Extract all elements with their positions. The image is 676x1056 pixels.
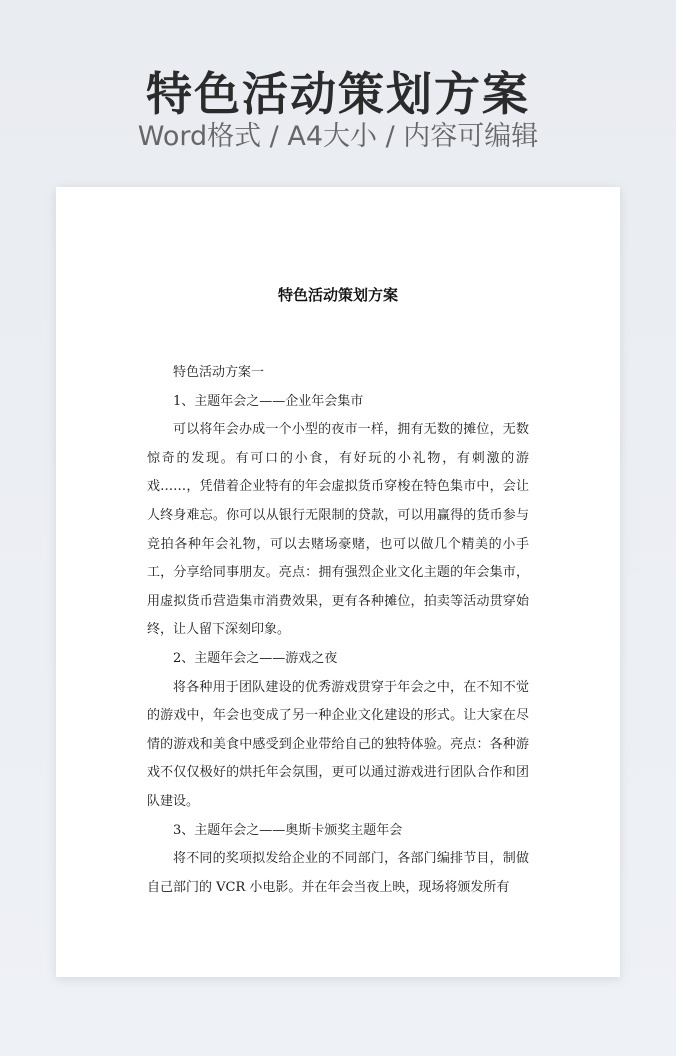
paragraph-section-3-body: 将不同的奖项拟发给企业的不同部门，各部门编排节目，制做自己部门的 VCR 小电影。并在年会当夜上映，现场将颁发所有	[147, 851, 529, 895]
banner-title: 特色活动策划方案	[146, 67, 530, 121]
paragraph-section-1-body: 可以将年会办成一个小型的夜市一样，拥有无数的摊位，无数惊奇的发现。有可口的小食，有好玩的小礼物，有刺激的游戏……，凭借着企业特有的年会虚拟货币穿梭在特色集市中，会让人终身难忘。你可以从银行无限制的贷款，可以用赢得的货币参与竞拍各种年会礼物，可以去赌场豪赌，也可以做几个精美的小手工，分享给同事朋友。亮点：拥有强烈企业文化主题的年会集市，用虚拟货币营造集市消费效果，更有各种摊位，拍卖等活动贯穿始终，让人留下深刻印象。	[147, 422, 529, 638]
document-page	[56, 187, 620, 977]
paragraph-section-2-body: 将各种用于团队建设的优秀游戏贯穿于年会之中，在不知不觉的游戏中，年会也变成了另一种企业文化建设的形式。让大家在尽情的游戏和美食中感受到企业带给自己的独特体验。亮点：各种游戏不仅仅极好的烘托年会氛围，更可以通过游戏进行团队合作和团队建设。	[147, 679, 529, 809]
paragraph-section-3-heading: 3、主题年会之——奥斯卡颁奖主题年会	[173, 822, 403, 838]
paragraph-section-1-heading: 1、主题年会之——企业年会集市	[173, 393, 364, 409]
document-title: 特色活动策划方案	[277, 286, 398, 304]
banner-subtitle: Word格式 / A4大小 / 内容可编辑	[137, 121, 539, 152]
paragraph-plan-heading: 特色活动方案一	[173, 365, 265, 380]
paragraph-section-2-heading: 2、主题年会之——游戏之夜	[173, 650, 338, 666]
document-body	[147, 359, 529, 902]
